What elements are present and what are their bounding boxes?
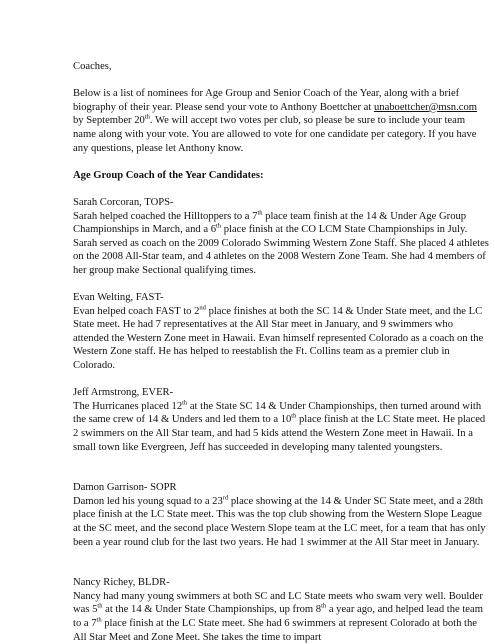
bio-text: at the State SC 14 & Under Championships, then turned around with the same crew of 14 & Unders and led them to a 10 — [73, 400, 482, 426]
bio-text: Damon led his young squad to a 23 — [73, 495, 223, 507]
nominee-bio — [73, 400, 489, 454]
letter-body — [73, 60, 489, 644]
nominee-bio — [73, 210, 489, 278]
nominee-name: Jeff Armstrong, EVER- — [73, 387, 174, 399]
ordinal-suffix: th — [182, 399, 188, 407]
bio-text: Nancy had many young swimmers at both SC and LC State meets who swam very well. Boulder was 5 — [73, 590, 483, 616]
nominee-name: Damon Garrison- SOPR — [73, 482, 177, 494]
bio-text: place finishes at both the SC 14 & Under State meet, and the LC State meet. He had 7 representatives at the All Star meet in January, and 9 swimmers who attended the Western Zone meet in Hawaii. Evan himself represented Colorado as a coach on the Western Zone staff. He has helped to reestablish the Ft. Collins team as a premier club in Colorado. — [73, 305, 484, 372]
nominee-bio — [73, 305, 489, 373]
bio-text: Evan helped coach FAST to 2 — [73, 305, 200, 317]
nominee-entry — [73, 481, 489, 549]
nominee-entry — [73, 386, 489, 454]
intro-text-1: Below is a list of nominees for Age Group and Senior Coach of the Year, along with a brief biography of their year. Please send your vote to Anthony Boettcher at — [73, 88, 460, 113]
bio-text: place finish at the LC State meet. He placed 2 swimmers on the All Star team, and had 5 kids attend the Western Zone meet in Hawaii. In a small town like Evergreen, Jeff has succeeded in developing many talented youngsters. — [73, 414, 486, 453]
ordinal-suffix: th — [216, 222, 222, 230]
nominee-name: Sarah Corcoran, TOPS- — [73, 196, 174, 208]
ordinal-suffix: th — [291, 412, 297, 420]
intro-superscript: th — [144, 113, 150, 121]
ordinal-suffix: nd — [199, 304, 206, 312]
nominee-name: Evan Welting, FAST- — [73, 292, 164, 304]
nominee-name: Nancy Richey, BLDR- — [73, 577, 170, 589]
bio-text: place showing at the 14 & Under SC State meet, and a 28th place finish at the LC State meet. This was the top club showing from the Western Slope League at the SC meet, and the second place Western Slope team at the LC meet, for a team that has only been a year round club for the last two years. He had 1 swimmer at the All Star meet in January. — [73, 495, 486, 548]
ordinal-suffix: th — [321, 602, 327, 610]
bio-text: Sarah helped coached the Hilltoppers to a 7 — [73, 210, 258, 222]
bio-text: The Hurricanes placed 12 — [73, 400, 183, 412]
ordinal-suffix: th — [96, 616, 102, 624]
nominee-list — [73, 196, 489, 644]
ordinal-suffix: th — [257, 209, 263, 216]
nominee-entry — [73, 291, 489, 373]
salutation: Coaches, — [73, 61, 112, 72]
intro-paragraph — [73, 87, 489, 155]
bio-text: a year ago, and helped lead the team to a 7 — [73, 604, 483, 629]
ordinal-suffix: rd — [222, 494, 229, 502]
bio-text: at the 14 & Under State Championships, up from 8 — [102, 604, 322, 616]
bio-text: place team finish at the 14 & Under Age Group Championships in March, and a 6 — [73, 210, 467, 236]
nominee-bio — [73, 495, 489, 549]
email-link[interactable]: unaboettcher@msn.com — [373, 101, 477, 113]
nominee-bio — [73, 590, 489, 644]
intro-text-2: by September 20 — [73, 115, 145, 127]
bio-text: place finish at the CO LCM State Championships in July. Sarah served as coach on the 2009 Colorado Swimming Western Zone Staff. She placed 4 athletes on the 2008 All-Star team, and 4 athletes on the 2008 Western Zone Team. She had 4 members of her group make Sectional qualifying times. — [73, 224, 489, 276]
bio-text: place finish at the LC State meet. She had 6 swimmers at represent Colorado at both the All Star Meet and Zone Meet. She takes the time to impart — [73, 617, 477, 643]
section-heading: Age Group Coach of the Year Candidates: — [73, 169, 264, 181]
nominee-entry — [73, 576, 489, 644]
nominee-entry — [73, 196, 489, 278]
ordinal-suffix: th — [97, 602, 103, 610]
intro-text-3: . We will accept two votes per club, so please be sure to include your team name along with your vote. You are allowed to vote for one candidate per category. If you have any questions, please let Anthony know. — [73, 115, 477, 154]
